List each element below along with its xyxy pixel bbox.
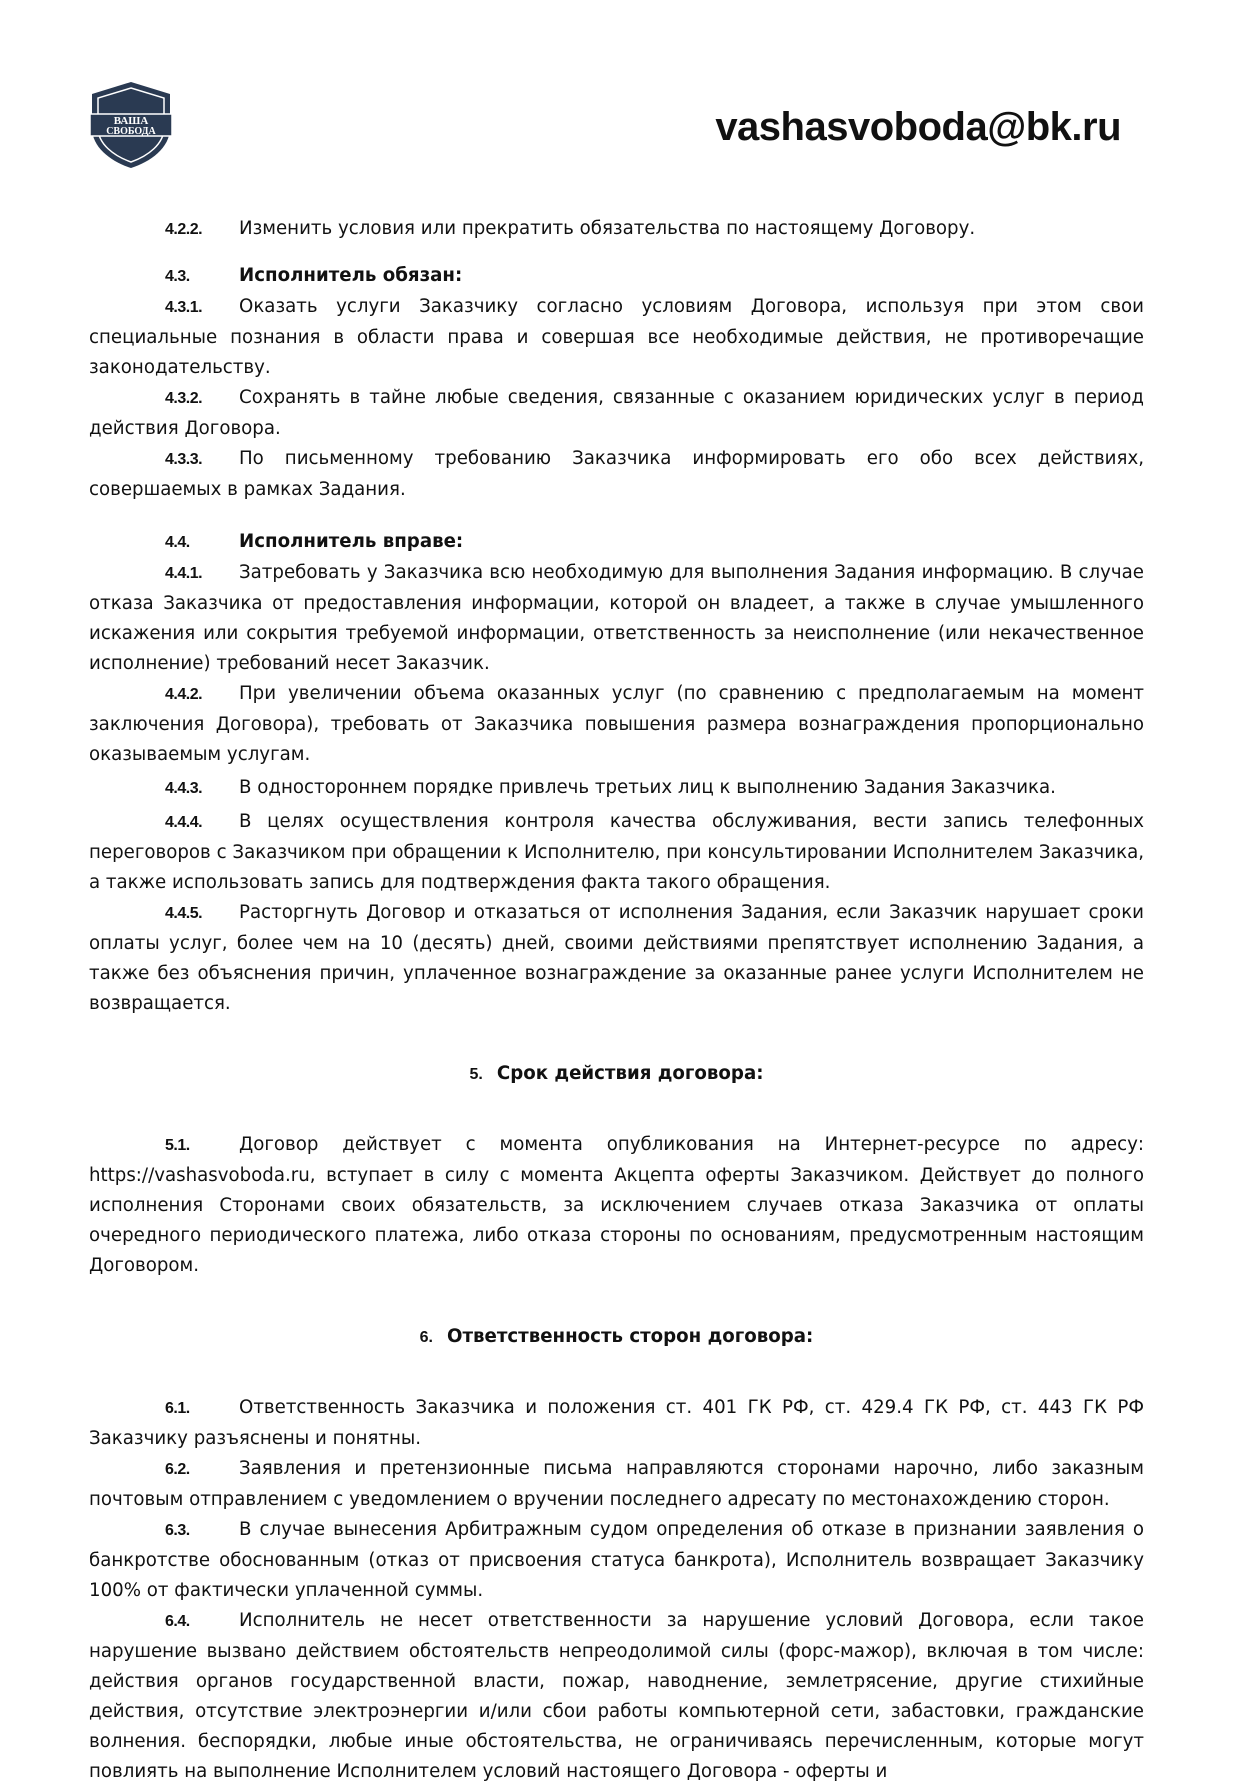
- clause-text: Сохранять в тайне любые сведения, связанные с оказанием юридических услуг в период действия Договора.: [89, 387, 1144, 439]
- section-title: Исполнитель вправе:: [239, 531, 464, 552]
- section-title: Исполнитель обязан:: [239, 265, 463, 286]
- clause-6-1: [89, 1393, 1144, 1454]
- clause-number: 5.1.: [165, 1137, 190, 1155]
- section-4-4-heading: [89, 527, 1144, 558]
- clause-number: 6.3.: [165, 1521, 190, 1539]
- clause-number: 4.4.: [165, 534, 190, 551]
- clause-5-1: [89, 1130, 1144, 1281]
- clause-number: 4.4.1.: [165, 565, 203, 582]
- clause-4-4-2: [89, 679, 1144, 770]
- clause-number: 4.3.3.: [165, 451, 203, 468]
- page-header: [0, 0, 1243, 190]
- section-5-heading: [89, 1059, 1144, 1090]
- logo-text-line1: ВАША: [113, 115, 149, 127]
- clause-number: 4.3.2.: [165, 390, 203, 407]
- clause-text: Заявления и претензионные письма направляются сторонами нарочно, либо заказным почтовым отправлением с уведомлением о вручении последнего адресату по местонахождению сторон.: [89, 1457, 1144, 1510]
- clause-text: Изменить условия или прекратить обязательства по настоящему Договору.: [239, 218, 976, 239]
- clause-number: 4.3.: [165, 268, 190, 285]
- clause-6-3: [89, 1515, 1144, 1606]
- shield-logo-icon: [88, 80, 174, 170]
- clause-4-2-2: [89, 214, 1144, 245]
- clause-text: При увеличении объема оказанных услуг (по сравнению с предполагаемым на момент заключения Договора), требовать от Заказчика повышения размера вознаграждения пропорционально оказываемым услугам.: [89, 683, 1144, 765]
- clause-number: 4.4.4.: [165, 814, 203, 831]
- clause-4-3-2: [89, 383, 1144, 444]
- logo-text-line2: СВОБОДА: [106, 126, 156, 137]
- clause-4-4-5: [89, 898, 1144, 1019]
- clause-text: Расторгнуть Договор и отказаться от исполнения Задания, если Заказчик нарушает сроки оплаты услуг, более чем на 10 (десять) дней, своими действиями препятствует исполнению Задания, а также без объяснения причин, уплаченное вознаграждение за оказанные ранее услуги Исполнителем не возвращается.: [89, 902, 1144, 1014]
- clause-text: В одностороннем порядке привлечь третьих лиц к выполнению Задания Заказчика.: [239, 777, 1056, 798]
- clause-4-3-1: [89, 292, 1144, 383]
- clause-number: 4.4.3.: [165, 780, 203, 797]
- clause-4-3-3: [89, 444, 1144, 505]
- clause-6-4: [89, 1606, 1144, 1787]
- clause-number: 6.1.: [165, 1399, 190, 1417]
- clause-number: 6.4.: [165, 1612, 190, 1630]
- clause-text: Затребовать у Заказчика всю необходимую для выполнения Задания информацию. В случае отказа Заказчика от предоставления информации, которой он владеет, а также в случае умышленного искажения или сокрытия требуемой информации, ответственность за неисполнение (или некачественное исполнение) требований несет Заказчик.: [89, 562, 1144, 674]
- clause-text: Договор действует с момента опубликования на Интернет-ресурсе по адресу: https://vashasvoboda.ru, вступает в силу с момента Акцепта оферты Заказчиком. Действует до полного исполнения Сторонами своих обязательств, за исключением случаев отказа Заказчика от оплаты очередного периодического платежа, либо отказа стороны по основаниям, предусмотренным настоящим Договором.: [89, 1134, 1144, 1277]
- clause-number: 6.2.: [165, 1460, 190, 1478]
- clause-text: Исполнитель не несет ответственности за нарушение условий Договора, если такое нарушение вызвано действием обстоятельств непреодолимой силы (форс-мажор), включая в том числе: действия органов государственной власти, пожар, наводнение, землетрясение, другие стихийные действия, отсутствие электроэнергии и/или сбои работы компьютерной сети, забастовки, гражданские волнения. беспорядки, любые иные обстоятельства, не ограничиваясь перечисленным, которые могут повлиять на выполнение Исполнителем условий настоящего Договора - оферты и: [89, 1609, 1144, 1782]
- clause-text: По письменному требованию Заказчика информировать его обо всех действиях, совершаемых в рамках Задания.: [89, 448, 1144, 500]
- clause-text: Ответственность Заказчика и положения ст. 401 ГК РФ, ст. 429.4 ГК РФ, ст. 443 ГК РФ Заказчику разъяснены и понятны.: [89, 1396, 1144, 1449]
- clause-4-4-3: [89, 773, 1144, 804]
- clause-text: В целях осуществления контроля качества обслуживания, вести запись телефонных переговоров с Заказчиком при обращении к Исполнителю, при консультировании Исполнителем Заказчика, а также использовать запись для подтверждения факта такого обращения.: [89, 811, 1144, 893]
- section-title: Срок действия договора:: [496, 1063, 764, 1085]
- section-title: Ответственность сторон договора:: [447, 1325, 814, 1347]
- clause-number: 4.4.2.: [165, 686, 203, 703]
- clause-number: 4.3.1.: [165, 299, 203, 316]
- clause-4-4-1: [89, 558, 1144, 679]
- clause-text: В случае вынесения Арбитражным судом определения об отказе в признании заявления о банкротстве обоснованным (отказ от присвоения статуса банкрота), Исполнитель возвращает Заказчику 100% от фактически уплаченной суммы.: [89, 1518, 1144, 1601]
- clause-4-4-4: [89, 807, 1144, 898]
- clause-6-2: [89, 1454, 1144, 1515]
- document-body: [89, 214, 1144, 1787]
- contact-email: vashasvoboda@bk.ru: [715, 105, 1121, 149]
- section-number: 6.: [419, 1328, 433, 1346]
- clause-text: Оказать услуги Заказчику согласно условиям Договора, используя при этом свои специальные познания в области права и совершая все необходимые действия, не противоречащие законодательству.: [89, 296, 1144, 378]
- section-number: 5.: [469, 1066, 483, 1084]
- section-6-heading: [89, 1322, 1144, 1353]
- section-4-3-heading: [89, 261, 1144, 292]
- clause-number: 4.4.5.: [165, 905, 203, 922]
- clause-number: 4.2.2.: [165, 221, 203, 238]
